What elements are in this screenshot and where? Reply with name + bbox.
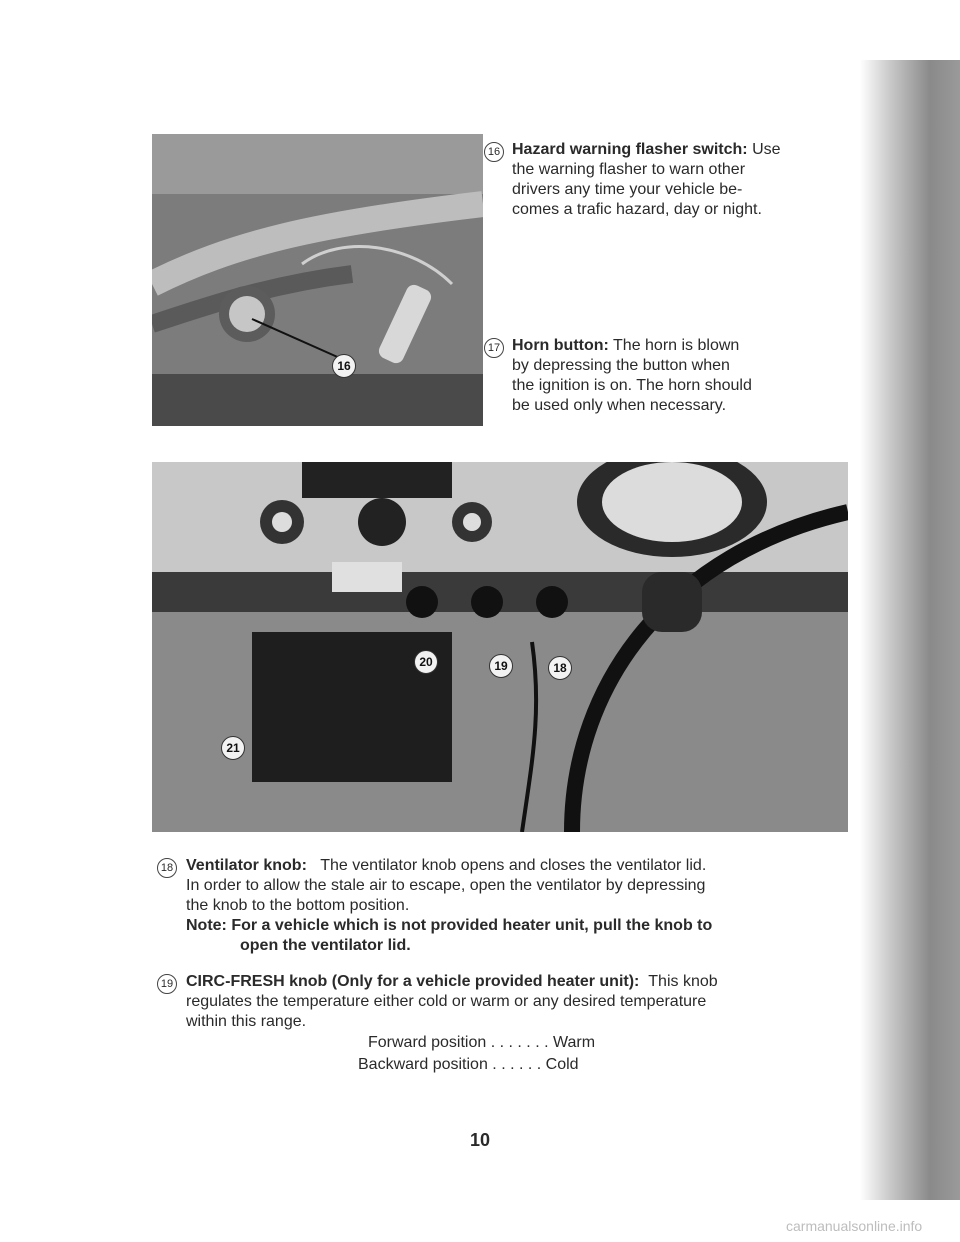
item-18-line-2: the knob to the bottom position.: [186, 897, 410, 914]
page-edge-shadow: [860, 60, 960, 1200]
callout-21: 21: [221, 736, 245, 760]
callout-18: 18: [548, 656, 572, 680]
item-18-line-1: In order to allow the stale air to escape, open the ventilator by depressing: [186, 877, 706, 894]
position-row-backward: [358, 1056, 579, 1074]
position-backward-value: Cold: [545, 1056, 579, 1073]
dashboard-photo: [152, 462, 848, 832]
item-19-number: 19: [157, 974, 177, 994]
callout-19: 19: [489, 654, 513, 678]
position-forward-label: Forward position: [368, 1034, 487, 1051]
callout-16: 16: [332, 354, 356, 378]
item-19-text: [186, 972, 846, 1032]
item-18-note-line-1: Note: For a vehicle which is not provided heater unit, pull the knob to: [186, 917, 713, 934]
position-forward-dots: . . . . . . .: [490, 1034, 549, 1051]
item-17-line-2: the ignition is on. The horn should: [512, 377, 752, 394]
item-16-line-0: Use: [752, 141, 781, 158]
page-number: 10: [470, 1130, 491, 1150]
callout-20: 20: [414, 650, 438, 674]
item-18-number: 18: [157, 858, 177, 878]
item-16-number: 16: [484, 142, 504, 162]
position-forward-value: Warm: [552, 1034, 596, 1051]
item-17-line-0: The horn is blown: [613, 337, 740, 354]
item-16-line-3: comes a trafic hazard, day or night.: [512, 201, 762, 218]
item-16-title: Hazard warning flasher switch:: [512, 141, 748, 158]
item-18-title: Ventilator knob:: [186, 857, 307, 874]
item-19-title: CIRC-FRESH knob (Only for a vehicle provided heater unit):: [186, 973, 640, 990]
item-19-line-0: regulates the temperature either cold or warm or any desired temperature: [186, 993, 707, 1010]
item-17-line-1: by depressing the button when: [512, 357, 730, 374]
item-17-text: [512, 336, 842, 416]
watermark: carmanualsonline.info: [786, 1218, 923, 1234]
item-17-line-3: be used only when necessary.: [512, 397, 727, 414]
hazard-switch-photo: [152, 134, 483, 426]
item-18-note-line-2: open the ventilator lid.: [240, 937, 411, 954]
item-16-line-1: the warning flasher to warn other: [512, 161, 746, 178]
item-17-number: 17: [484, 338, 504, 358]
item-16-text: [512, 140, 842, 220]
hazard-switch-photo-illustration: [152, 134, 483, 426]
item-19-line-1: within this range.: [186, 1013, 307, 1030]
item-18-text: [186, 856, 846, 956]
dashboard-photo-illustration: [152, 462, 848, 832]
position-backward-dots: . . . . . .: [492, 1056, 542, 1073]
item-18-line-0: The ventilator knob opens and closes the ventilator lid.: [320, 857, 707, 874]
position-row-forward: [368, 1034, 595, 1052]
item-16-line-2: drivers any time your vehicle be-: [512, 181, 743, 198]
item-19-first-tail: This knob: [648, 973, 718, 990]
position-backward-label: Backward position: [358, 1056, 488, 1073]
item-17-title: Horn button:: [512, 337, 609, 354]
